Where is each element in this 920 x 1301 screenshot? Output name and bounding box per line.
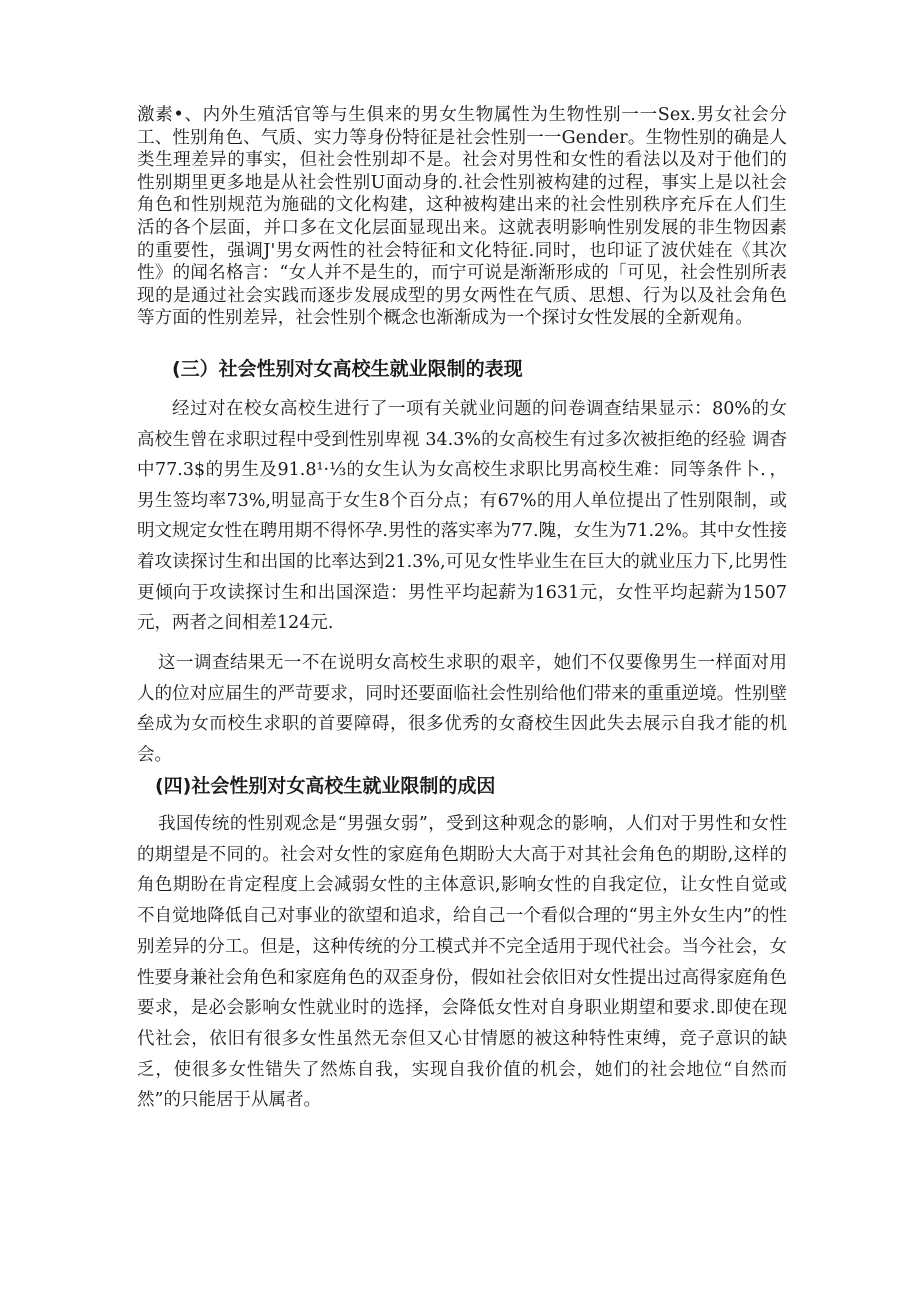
conclusion-paragraph: 这一调查结果无一不在说明女高校生求职的艰辛，她们不仅要像男生一样面对用人的位对应届生的严苛要求，同时还要面临社会性别给他们带来的重重逆境。性别壁垒成为女而校生求职的首要障碍，很多优秀的女裔校生因此失去展示自我才能的机会。 bbox=[137, 653, 787, 765]
section-heading-3: (三）社会性别对女高校生就业限制的表现 bbox=[172, 358, 523, 380]
survey-paragraph: 经过对在校女高校生进行了一项有关就业问题的问卷调查结果显示：80%的女高校生曾在求职过程中受到性别卑视 34.3%的女高校生有过多次被拒绝的经验 调杳中77.3$的男生及91.8¹·⅓的女生认为女高校生求职比男高校生难：同等条件卜．，男生签均率73%,明显高于女生8个百分点；有67%的用人单位提出了性别限制，或明文规定女性在聘用期不得怀孕.男性的落实率为77.隗，女生为71.2%。其中女性接着攻读探讨生和出国的比率达到21.3%,可见女性毕业生在巨大的就业压力下,比男性更倾向于攻读探讨生和出国深造：男性平均起薪为1631元，女性平均起薪为1507元，两者之间相差124元. bbox=[137, 399, 787, 634]
section-heading-4: (四)社会性别对女高校生就业限制的成因 bbox=[155, 775, 496, 797]
cause-paragraph: 我国传统的性别观念是“男强女弱”，受到这种观念的影响，人们对于男性和女性的期望是不同的。社会对女性的家庭角色期盼大大高于对其社会角色的期盼,这样的角色期盼在肯定程度上会减弱女性的主体意识,影响女性的自我定位，让女性自觉或不自觉地降低自己对事业的欲望和追求，给自己一个看似合理的“男主外女生内”的性别差异的分工。但是，这种传统的分工模式并不完全适用于现代社会。当今社会，女性要身兼社会角色和家庭角色的双歪身份，假如社会依旧对女性提出过高得家庭角色要求，是必会影响女性就业时的选择，会降低女性对自身职业期望和要求.即使在现代社会，依旧有很多女性虽然无奈但又心甘情愿的被这种特性束缚，竞子意识的缺乏，使很多女性错失了然炼自我，实现自我价值的机会，她们的社会地位“自然而然”的只能居于从属者。 bbox=[137, 814, 787, 1111]
intro-paragraph: 激素•、内外生殖活官等与生俱来的男女生物属性为生物性别一一Sex.男女社会分工、性别角色、气质、实力等身份特征是社会性别一一Gender。生物性别的确是人类生理差异的事实，但社会性别却不是。社会对男性和女性的看法以及对于他们的性别期里更多地是从社会性别U面动身的.社会性别被构建的过程，事实上是以社会角色和性别规范为施础的文化构建，这种被构建出来的社会性别秩序充斥在人们生活的各个层面，并口多在文化层面显现出来。这就表明影响性别发展的非生物因素的重要性，强调J'男女两性的社会特征和文化特征.同时，也印证了波伏娃在《其次性》的闻名格言：“女人并不是生的，而宁可说是渐渐形成的「可见，社会性别所表现的是通过社会实践而逐步发展成型的男女两性在气质、思想、行为以及社会角色等方面的性别差异，社会性别个概念也渐渐成为一个探讨女性发展的全新观角。 bbox=[137, 105, 787, 329]
